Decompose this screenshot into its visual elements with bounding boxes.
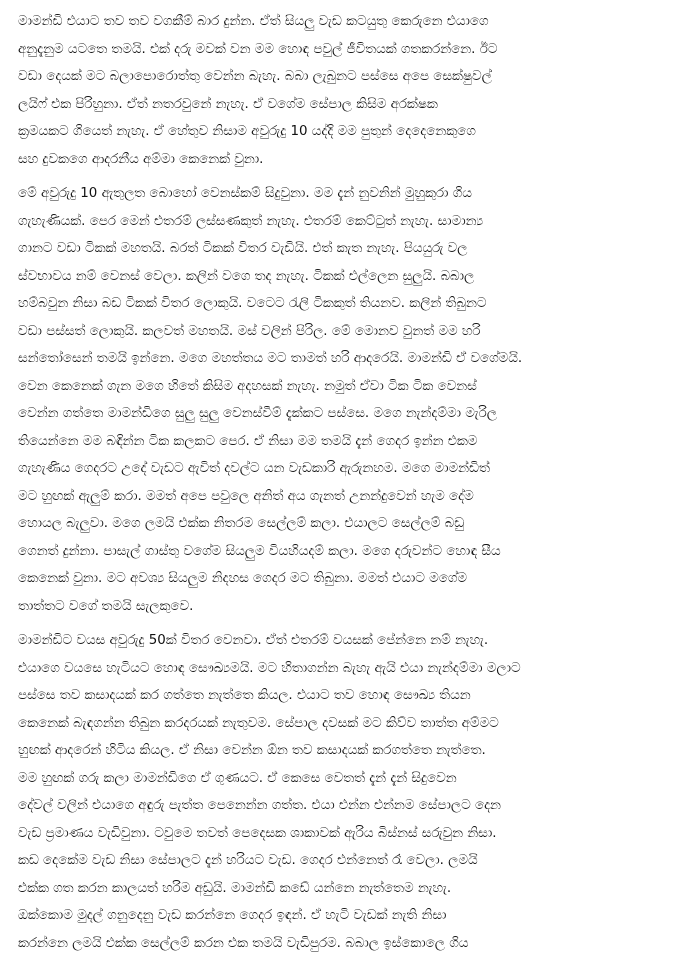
text-line: කඩ දෙකේම වැඩ නිසා සේපාලට දැන් හරියට වැඩ. ගෙදර එන්නෙත් රෑ වෙලා. ලමයි — [18, 847, 690, 875]
text-line: මම හුඟක් ගරු කලා මාමන්ඩිගෙ ඒ ගුණයට. ඒ කෙසෙ වෙතත් දැන් දැන් සිදුවෙන — [18, 765, 690, 793]
text-line: මාමන්ඩි එයාට තව තව වගකීම් බාර දුන්න. ඒත් සියලු වැඩ කටයුතු කෙරුනෙ එයාගෙ — [18, 8, 690, 36]
text-line: ක්‍රමයකට ගියෙත් නැහැ. ඒ හේතුව නිසාම අවුරුදු 10 යද්දි මම පුතුන් දෙදෙනෙකුගෙ — [18, 118, 690, 146]
text-line: සන්තෝසෙන් තමයි ඉන්නෙ. මගෙ මහත්තය මට තාමත් හරි ආදරෙයි. මාමන්ඩි ඒ වගේමයි. — [18, 345, 690, 373]
text-line: ලයිෆ් එක පිරිහුනා. ඒත් නතරවුනේ නැහැ. ඒ වගේම සේපාල කිසිම අරක්ෂක — [18, 91, 690, 119]
text-line: ගානට වඩා ටිකක් මහතයි. බරත් ටිකක් විතර වැඩියි. එත් කැත නැහැ. පියයුරු වල — [18, 235, 690, 263]
paragraph — [18, 8, 690, 173]
text-line: වෙන්න ගත්තෙ මාමන්ඩිගෙ සුලු සුලු වෙනස්වීම් දැක්කට පස්සෙ. මගෙ නැන්දම්මා මැරිල — [18, 400, 690, 428]
text-line: පස්සෙ තව කසාදයක් කර ගත්තෙ නැත්තෙ කියල. එයාට තව හොඳ සෞඛ්‍ය තියන — [18, 682, 690, 710]
paragraph — [18, 180, 690, 620]
text-line: මාමන්ඩිට වයස අවුරුදු 50ක් විතර වෙනවා. ඒත් එතරම් වයසක් පේන්නෙ නම් නැහැ. — [18, 627, 690, 655]
text-line: හොයල බැලුවා. මගෙ ලමයි එක්ක නිතරම සෙල්ලම් කලා. එයාලට සෙල්ලම් බඩු — [18, 510, 690, 538]
text-line: හුඟක් ආදරෙන් හිටිය කියල. ඒ නිසා වෙන්න ඕන තව කසාදයක් කරගත්තෙ නැත්තෙ. — [18, 737, 690, 765]
text-line: එයාගෙ වයසෙ හැටියට හොඳ සෞඛ්‍යමයි. මට හිතාගන්න බැහැ ඇයි එයා නැන්දම්මා මලාට — [18, 655, 690, 683]
text-line: ගැහැණියක්. පෙර මෙන් එතරම් ලස්සණකුත් නැහැ. එතරම් කෙට්ටුත් නැහැ. සාමාන්‍ය — [18, 208, 690, 236]
text-line: දේවල් වලින් එයාගෙ අඳුරු පැත්ත පෙනෙන්න ගත්ත. එයා එන්න එන්නම සේපාලට දෙන — [18, 792, 690, 820]
text-line: කෙනෙක් බැඳගන්න තිබුන කරදරයක් නැතුවම. සේපාල දවසක් මට කිව්ව තාත්ත අම්මට — [18, 710, 690, 738]
text-line: අනුදැනුම යටතෙ තමයි. එක් දරු මවක් වන මම හොඳ පවුල් ජීවිතයක් ගතකරන්නෙ. ඊට — [18, 36, 690, 64]
text-line: හම්බවුන නිසා බඩ ටිකක් විතර ලොකුයි. වටෙට රැලි ටිකකුත් තියනව. කලින් තිබුනට — [18, 290, 690, 318]
text-line: එක්ක ගත කරන කාලයත් හරිම අඩුයි. මාමන්ඩි කඩේ යන්නෙ නැත්තෙම නැහැ. — [18, 875, 690, 903]
text-line: වෙන කෙනෙක් ගැන මගෙ හිතේ කිසිම අදහසක් නැහැ. නමුත් ඒවා ටික ටික වෙනස් — [18, 373, 690, 401]
text-line: ගෙනත් දුන්නා. පාසැල් ගාස්තු වගේම සියලුම වියහියදම් කලා. මගෙ දරුවන්ට හොඳ සීය — [18, 538, 690, 566]
text-line: කෙනෙක් වුනා. මට අවශ්‍ය සියලුම නිදහස ගෙදර මට තිබුනා. මමත් එයාට මගේම — [18, 565, 690, 593]
text-line: වඩා දෙයක් මට බලාපොරොත්තු වෙන්න බැහැ. බබා ලැබුනට පස්සෙ අපෙ සෙක්ෂුවල් — [18, 63, 690, 91]
text-line: තාත්තට වගේ තමයි සැලකුවෙ. — [18, 593, 690, 621]
text-line: ස්වභාවය නම් වෙනස් වෙලා. කලින් වගෙ තද නැහැ. ටිකක් එල්ලෙන සුලුයි. බබාල — [18, 263, 690, 291]
text-line: සහ දුවකගෙ ආදරනීය අම්මා කෙනෙක් වුනා. — [18, 146, 690, 174]
text-line: කරන්නෙ ලමයි එක්ක සෙල්ලම් කරන එක තමයි වැඩිපුරම. බබාල ඉස්කොලෙ ගිය — [18, 930, 690, 957]
text-line: තියෙන්නෙ මම බඳින්න ටික කලකට පෙර. ඒ නිසා මම තමයි දැන් ගෙදර ඉන්න එකම — [18, 428, 690, 456]
text-line: මට හුඟක් ඇලුම් කරා. මමත් අපෙ පවුලෙ අනිත් අය ගැනත් උනන්දුවෙන් හැම දේම — [18, 483, 690, 511]
text-line: වැඩ ප්‍රමාණය වැඩිවුනා. ටවුමෙ තවත් පෙදෙසක ශාකාවක් ඇරිය බිස්නස් සරුවුන නිසා. — [18, 820, 690, 848]
text-line: ගැහැණිය ගෙදරට උදේ වැඩට ඇවිත් දවල්ට යන වැඩකාරි ඇරුනහම. මගෙ මාමන්ඩිත් — [18, 455, 690, 483]
text-line: ඔක්කොම මුදල් ගනුදෙනු වැඩ කරන්නෙ ගෙදර ඉඳන්. ඒ හැටි වැඩක් නැති නිසා — [18, 902, 690, 930]
paragraph — [18, 627, 690, 957]
text-line: මේ අවුරුදු 10 ඇතුලත බොහෝ වෙනස්කම් සිදුවුනා. මම දැන් නුවනින් මුහුකුරා ගිය — [18, 180, 690, 208]
text-line: වඩා පස්සත් ලොකුයි. කලවත් මහතයි. මස් වලින් පිරිල. මේ මොනව වුනත් මම හරි — [18, 318, 690, 346]
